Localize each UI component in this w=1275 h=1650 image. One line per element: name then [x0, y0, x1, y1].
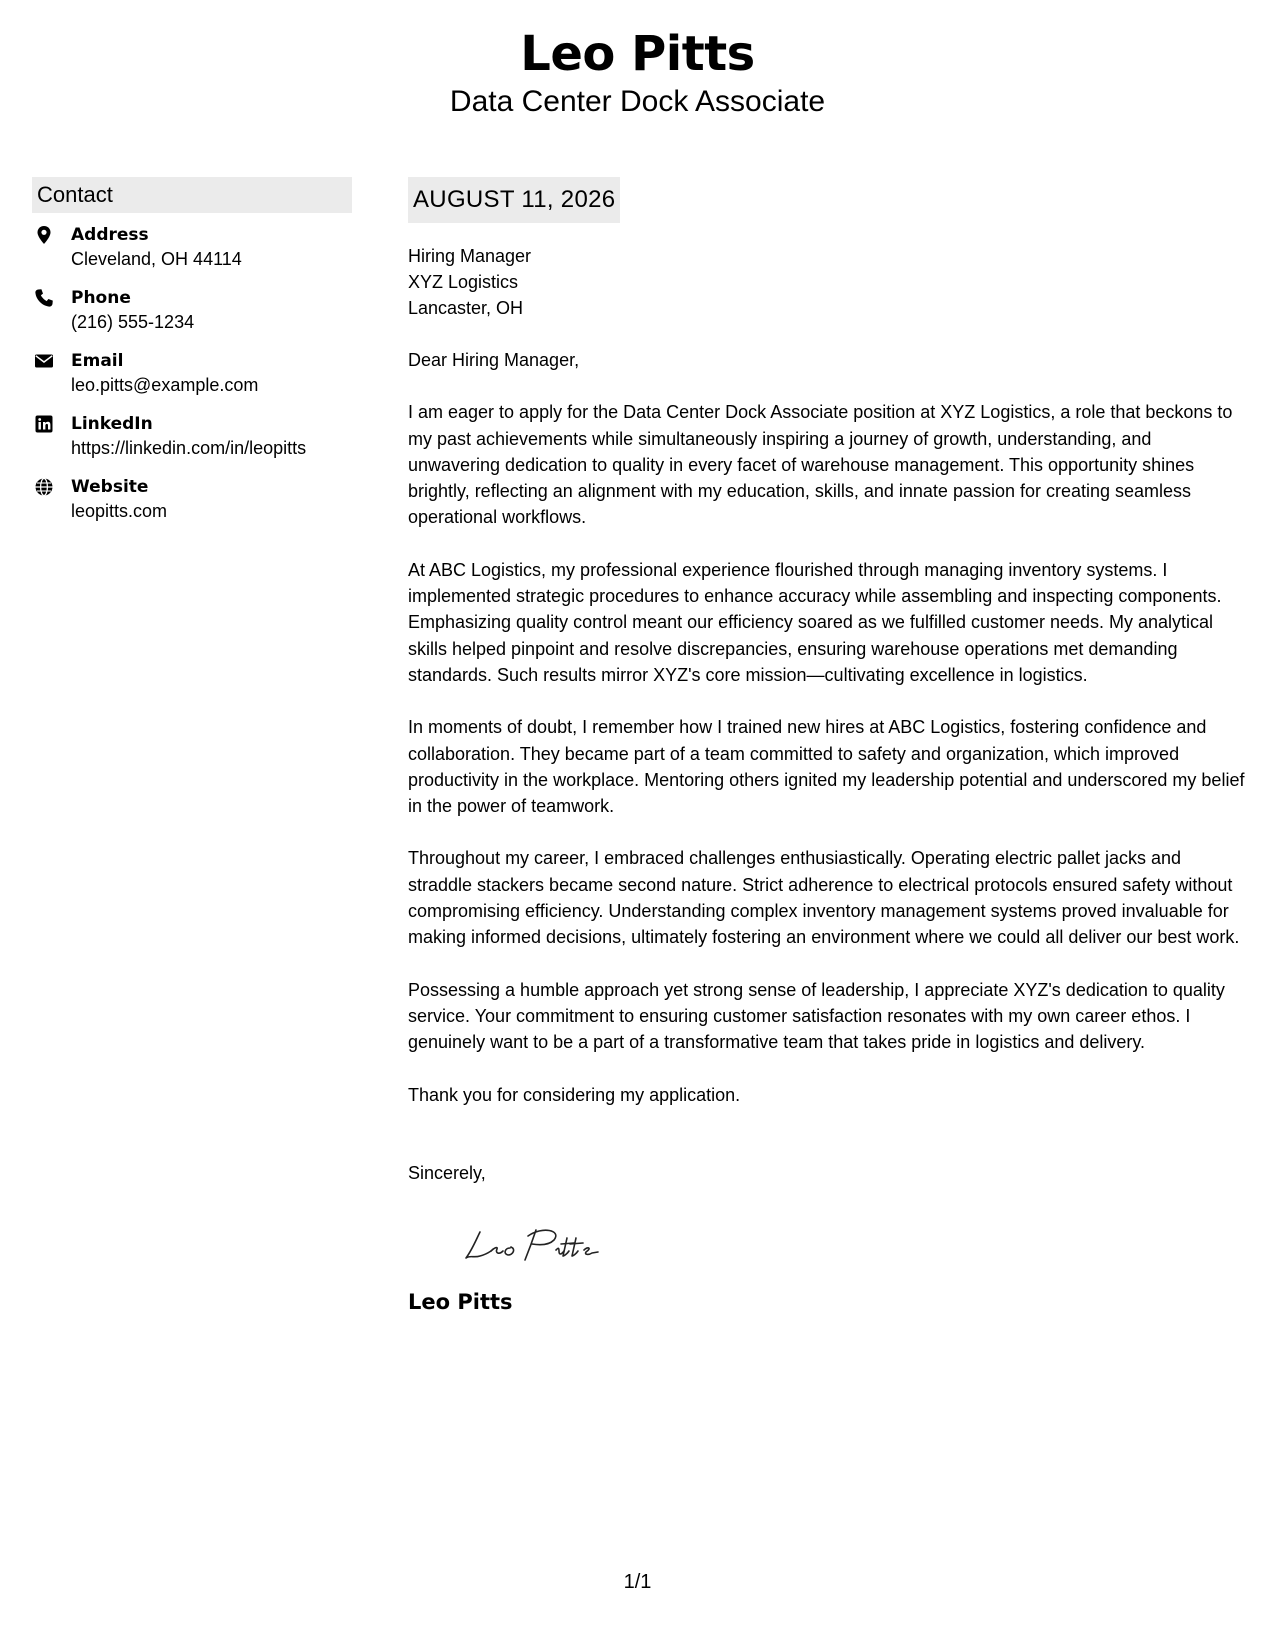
phone-label: Phone	[71, 288, 131, 308]
address-label: Address	[71, 225, 149, 245]
recipient-line: Hiring Manager	[408, 246, 532, 266]
signer-name: Leo Pitts	[408, 1289, 513, 1314]
linkedin-value: https://linkedin.com/in/leopitts	[71, 438, 307, 458]
email-label: Email	[71, 351, 124, 371]
website-label: Website	[71, 477, 149, 497]
paragraph: Thank you for considering my application.	[408, 1084, 741, 1105]
closing: Sincerely,	[408, 1162, 486, 1183]
linkedin-label: LinkedIn	[71, 414, 153, 434]
paragraph: Throughout my career, I embraced challenges enthusiastically. Operating electric pallet jacks and straddle stackers became second nature. Strict adherence to electrical protocols ensured safety without compromising efficiency. Understanding complex inventory management systems proved invaluable for making informed decisions, ultimately fostering an environment where we could all deliver our best work.	[408, 848, 1240, 948]
letter-body	[408, 177, 1248, 1316]
paragraph: In moments of doubt, I remember how I trained new hires at ABC Logistics, fostering confidence and collaboration. They became part of a team committed to safety and organization, which improved productivity in the workplace. Mentoring others ignited my leadership potential and underscored my belief in the power of teamwork.	[408, 717, 1245, 817]
email-value: leo.pitts@example.com	[71, 375, 259, 395]
paragraph: At ABC Logistics, my professional experience flourished through managing inventory systems. I implemented strategic procedures to enhance accuracy while assembling and inspecting components. Emphasizing quality control meant our efficiency soared as we fulfilled customer needs. My analytical skills helped pinpoint and resolve discrepancies, ensuring warehouse operations met demanding standards. Such results mirror XYZ's core mission—cultivating excellence in logistics.	[408, 559, 1222, 685]
applicant-job-title: Data Center Dock Associate	[449, 85, 826, 118]
contact-item-address	[32, 223, 352, 286]
letter-date: AUGUST 11, 2026	[408, 177, 620, 223]
recipient-company: XYZ Logistics	[408, 272, 519, 292]
resume-header	[0, 26, 1275, 120]
recipient-block	[408, 243, 1248, 321]
contact-item-website	[32, 475, 352, 538]
contact-list	[32, 223, 352, 538]
contact-heading: Contact	[32, 177, 352, 213]
contact-sidebar	[32, 177, 352, 538]
salutation: Dear Hiring Manager,	[408, 350, 580, 370]
paragraph: Possessing a humble approach yet strong sense of leadership, I appreciate XYZ's dedication to quality service. Your commitment to ensuring customer satisfaction resonates with my own career ethos. I genuinely want to be a part of a transformative team that takes pride in logistics and delivery.	[408, 979, 1225, 1053]
page-number: 1/1	[623, 1571, 652, 1593]
address-value: Cleveland, OH 44114	[71, 249, 242, 269]
map-pin-icon	[34, 225, 54, 245]
envelope-icon	[34, 351, 54, 371]
phone-icon	[34, 288, 54, 308]
applicant-name: Leo Pitts	[520, 26, 755, 82]
paragraph: I am eager to apply for the Data Center Dock Associate position at XYZ Logistics, a role that beckons to my past achievements while simultaneously inspiring a journey of growth, understanding, and unwavering dedication to quality in every facet of warehouse management. This opportunity shines brightly, reflecting an alignment with my education, skills, and innate passion for creating seamless operational workflows.	[408, 402, 1233, 528]
contact-item-phone	[32, 286, 352, 349]
website-value: leopitts.com	[71, 501, 168, 521]
contact-item-linkedin	[32, 412, 352, 475]
phone-value: (216) 555-1234	[71, 312, 195, 332]
globe-icon	[34, 477, 54, 497]
handwritten-signature	[458, 1220, 628, 1270]
linkedin-icon	[34, 414, 54, 434]
contact-item-email	[32, 349, 352, 412]
recipient-location: Lancaster, OH	[408, 298, 524, 318]
